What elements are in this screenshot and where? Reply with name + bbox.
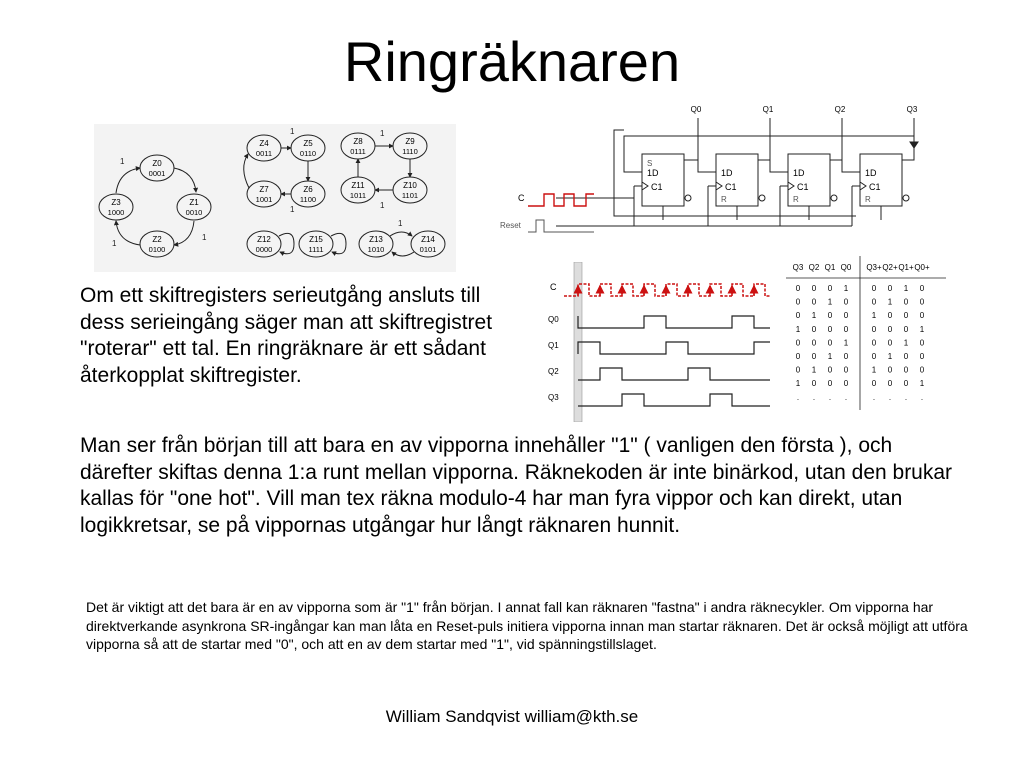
timing-clock <box>550 282 770 296</box>
tt-cell: 0 <box>871 379 877 389</box>
tt-cell: . <box>920 392 924 402</box>
tt-cell: 0 <box>871 352 877 361</box>
tt-present-header: Q3 <box>792 263 804 272</box>
state-node-z2 <box>140 231 174 257</box>
tt-present-header: Q0 <box>840 263 852 272</box>
tt-cell: 0 <box>903 297 909 307</box>
state-node-z11 <box>341 177 375 203</box>
tt-cell: 0 <box>887 284 893 293</box>
output-label-q3: Q3 <box>906 105 918 114</box>
tt-cell: 0 <box>871 297 877 307</box>
tt-cell: 0 <box>887 379 893 389</box>
state-name: Z6 <box>303 185 313 194</box>
state-node-z4 <box>247 135 281 161</box>
tt-cell: 0 <box>919 297 925 307</box>
state-name: Z14 <box>421 235 435 244</box>
clock-label: C <box>518 193 525 203</box>
tt-cell: . <box>888 392 892 402</box>
state-code: 1001 <box>255 195 273 204</box>
ff-reset-label: R <box>865 195 871 204</box>
tt-cell: 0 <box>811 352 817 361</box>
tt-cell: 1 <box>827 352 833 361</box>
ff-d-label: 1D <box>647 168 659 178</box>
edge-label: 1 <box>202 233 207 242</box>
state-node-z8 <box>341 133 375 159</box>
tt-cell: 0 <box>887 338 893 348</box>
state-node-z3 <box>99 194 133 220</box>
tt-cell: 1 <box>871 311 877 321</box>
state-code: 0001 <box>148 169 166 178</box>
slide-title: Ringräknaren <box>343 30 681 93</box>
tt-cell: 1 <box>795 379 801 389</box>
tt-cell: 0 <box>827 379 833 389</box>
tt-cell: 0 <box>843 324 849 334</box>
state-name: Z9 <box>405 137 415 146</box>
state-name: Z2 <box>152 235 162 244</box>
tt-cell: 0 <box>795 284 801 293</box>
state-name: Z7 <box>259 185 269 194</box>
tt-cell: 1 <box>903 284 909 293</box>
tt-cell: 1 <box>887 352 893 361</box>
tt-cell: 0 <box>903 311 909 321</box>
tt-cell: 0 <box>887 324 893 334</box>
flip-flop-0 <box>642 154 691 206</box>
ff-clk-label: C1 <box>651 182 663 192</box>
state-node-z13 <box>359 231 393 257</box>
reset-label: Reset <box>500 221 521 230</box>
state-name: Z12 <box>257 235 271 244</box>
edge-label: 1 <box>120 157 125 166</box>
output-label-q2: Q2 <box>834 105 846 114</box>
state-name: Z13 <box>369 235 383 244</box>
tt-cell: 0 <box>827 311 833 321</box>
state-name: Z8 <box>353 137 363 146</box>
state-node-z10 <box>393 177 427 203</box>
state-node-z14 <box>411 231 445 257</box>
ff-clk-label: C1 <box>725 182 737 192</box>
timing-clock-label: C <box>550 282 557 292</box>
tt-cell: 0 <box>843 379 849 389</box>
state-node-z1 <box>177 194 211 220</box>
state-node-z0 <box>140 155 174 181</box>
state-code: 0010 <box>185 208 203 217</box>
tt-cell: 0 <box>827 324 833 334</box>
tt-cell: . <box>904 392 908 402</box>
ff-d-label: 1D <box>721 168 733 178</box>
tt-cell: . <box>844 392 848 402</box>
tt-cell: 0 <box>811 284 817 293</box>
tt-next-header: Q2+ <box>882 263 898 272</box>
tt-next-header: Q3+ <box>866 263 882 272</box>
output-label-q1: Q1 <box>762 105 774 114</box>
tt-cell: 0 <box>919 352 925 361</box>
tt-cell: 0 <box>919 284 925 293</box>
tt-cell: 1 <box>919 379 925 389</box>
state-name: Z11 <box>351 181 365 190</box>
state-name: Z5 <box>303 139 313 148</box>
intro-paragraph: Om ett skiftregisters serieutgång ansluts till dess serieingång säger man att skiftregistret "roterar" ett tal. En ringräknare är ett sådant återkopplat skiftregister. <box>80 284 493 387</box>
tt-cell: 0 <box>811 379 817 389</box>
timing-signal-label: Q0 <box>548 315 559 324</box>
tt-cell: 0 <box>827 338 833 348</box>
state-code: 1011 <box>349 191 367 200</box>
ff-d-label: 1D <box>865 168 877 178</box>
state-code: 1100 <box>299 195 317 204</box>
output-label-q0: Q0 <box>690 105 702 114</box>
tt-cell: 0 <box>811 338 817 348</box>
main-paragraph: Man ser från början till att bara en av vipporna innehåller "1" ( vanligen den första ), och därefter skiftas denna 1:a runt mellan vipporna. Räknekoden är inte binärkod, utan den brukar kallas för "one hot". Vill man tex räkna modulo-4 har man fyra vippor och kan direkt, utan logikkretsar, se på vippornas utgångar hur långt räknaren hunnit. <box>80 434 953 537</box>
state-code: 0110 <box>299 149 317 158</box>
state-code: 1110 <box>402 147 418 156</box>
tt-cell: 0 <box>795 365 801 375</box>
ff-clk-label: C1 <box>869 182 881 192</box>
tt-cell: 0 <box>827 284 833 293</box>
tt-cell: 0 <box>843 297 849 307</box>
state-code: 0100 <box>148 245 166 254</box>
ff-reset-label: R <box>793 195 799 204</box>
note-paragraph: Det är viktigt att det bara är en av vipporna som är "1" från början. I annat fall kan räknaren "fastna" i andra räknecykler. Om vipporna har direktverkande asynkrona SR-ingångar kan man låta en Reset-puls initiera vipporna innan man startar räknaren. Det är också möjligt att utföra vipporna så att de startar med "0", och att en av dem startar med "1", vid spänningstillslaget. <box>86 599 968 652</box>
tt-cell: 0 <box>903 365 909 375</box>
tt-cell: 0 <box>887 365 893 375</box>
state-node-z6 <box>291 181 325 207</box>
tt-cell: 1 <box>811 311 817 321</box>
edge-label: 1 <box>290 205 295 214</box>
tt-cell: 0 <box>871 284 877 293</box>
state-code: 1000 <box>107 208 125 217</box>
tt-present-header: Q1 <box>824 263 836 272</box>
edge-label: 1 <box>112 239 117 248</box>
state-name: Z3 <box>111 198 121 207</box>
tt-cell: 1 <box>795 324 801 334</box>
ff-set-label: S <box>647 159 653 168</box>
flip-flop-3 <box>860 154 909 206</box>
state-name: Z10 <box>403 181 417 190</box>
tt-cell: 0 <box>887 311 893 321</box>
tt-cell: 1 <box>811 365 817 375</box>
state-code: 1101 <box>401 191 419 200</box>
tt-present-header: Q2 <box>808 263 820 272</box>
tt-cell: 1 <box>903 338 909 348</box>
tt-cell: . <box>828 392 832 402</box>
state-code: 1010 <box>367 245 385 254</box>
tt-cell: 1 <box>887 297 893 307</box>
flip-flop-1 <box>716 154 765 206</box>
tt-cell: 0 <box>795 338 801 348</box>
tt-cell: 0 <box>795 297 801 307</box>
tt-cell: 1 <box>827 297 833 307</box>
state-node-z7 <box>247 181 281 207</box>
timing-signal-label: Q1 <box>548 341 559 350</box>
tt-cell: 0 <box>843 352 849 361</box>
state-code: 0111 <box>350 147 366 156</box>
state-node-z5 <box>291 135 325 161</box>
tt-cell: 1 <box>843 338 849 348</box>
tt-cell: 0 <box>903 352 909 361</box>
timing-diagram <box>538 262 773 422</box>
ff-reset-label: R <box>721 195 727 204</box>
tt-cell: 0 <box>811 324 817 334</box>
tt-cell: 0 <box>843 365 849 375</box>
tt-cell: 0 <box>903 324 909 334</box>
clock-input <box>518 193 594 206</box>
state-name: Z1 <box>189 198 199 207</box>
state-code: 0011 <box>255 149 273 158</box>
tt-cell: 0 <box>871 324 877 334</box>
tt-next-header: Q0+ <box>914 263 930 272</box>
tt-cell: 1 <box>843 284 849 293</box>
flip-flop-2 <box>788 154 837 206</box>
tt-cell: 0 <box>919 311 925 321</box>
tt-cell: 0 <box>919 365 925 375</box>
state-code: 0101 <box>419 245 437 254</box>
tt-cell: 0 <box>795 352 801 361</box>
tt-cell: 1 <box>871 365 877 375</box>
tt-cell: . <box>872 392 876 402</box>
state-code: 0000 <box>255 245 273 254</box>
tt-cell: 0 <box>795 311 801 321</box>
ff-clk-label: C1 <box>797 182 809 192</box>
state-node-z9 <box>393 133 427 159</box>
ff-d-label: 1D <box>793 168 805 178</box>
edge-label: 1 <box>398 219 403 228</box>
state-table <box>786 254 946 412</box>
state-name: Z15 <box>309 235 323 244</box>
state-node-z15 <box>299 231 333 257</box>
tt-cell: 0 <box>843 311 849 321</box>
tt-cell: . <box>812 392 816 402</box>
state-diagram <box>94 124 456 272</box>
edge-label: 1 <box>380 129 385 138</box>
state-node-z12 <box>247 231 281 257</box>
tt-cell: 0 <box>871 338 877 348</box>
state-name: Z4 <box>259 139 269 148</box>
tt-cell: 0 <box>903 379 909 389</box>
tt-cell: 0 <box>919 338 925 348</box>
edge-label: 1 <box>290 127 295 136</box>
tt-cell: . <box>796 392 800 402</box>
timing-signal-label: Q3 <box>548 393 559 402</box>
tt-cell: 1 <box>919 324 925 334</box>
footer-author: William Sandqvist william@kth.se <box>385 707 639 726</box>
state-name: Z0 <box>152 159 162 168</box>
tt-cell: 0 <box>827 365 833 375</box>
ring-counter-circuit <box>494 100 934 240</box>
state-code: 1111 <box>308 245 324 254</box>
timing-signal-label: Q2 <box>548 367 559 376</box>
tt-cell: 0 <box>811 297 817 307</box>
tt-next-header: Q1+ <box>898 263 914 272</box>
edge-label: 1 <box>380 201 385 210</box>
